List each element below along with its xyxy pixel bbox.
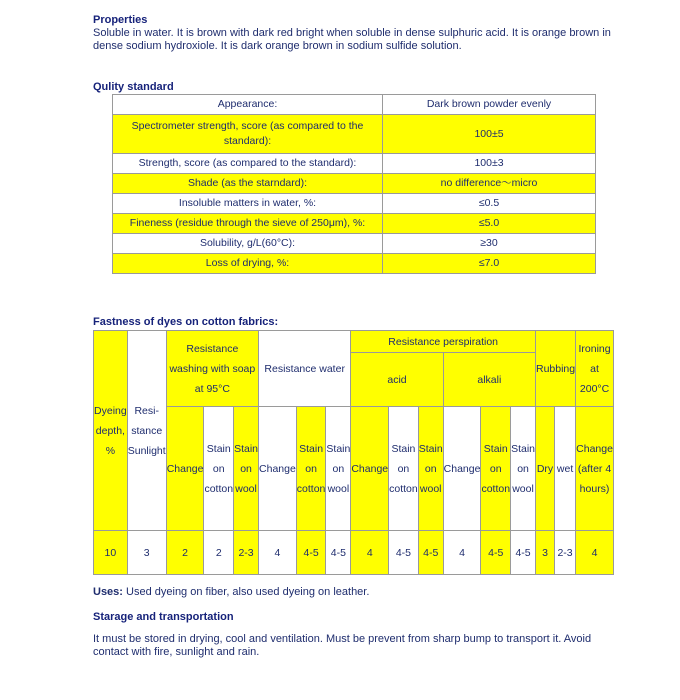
table-row <box>113 115 596 154</box>
quality-value: ≤5.0 <box>383 214 596 234</box>
quality-value: ≥30 <box>383 234 596 254</box>
uses-line <box>93 586 369 599</box>
quality-value: no difference～micro <box>383 174 596 194</box>
header-dry: Dry <box>536 407 555 531</box>
table-row <box>113 154 596 174</box>
table-row <box>113 194 596 214</box>
header-alkali: alkali <box>443 353 535 407</box>
header-stain-cotton: Stain on cotton <box>389 407 419 531</box>
value-cell: 4-5 <box>511 531 536 575</box>
quality-label: Insoluble matters in water, %: <box>113 194 383 214</box>
header-change: Change <box>259 407 297 531</box>
header-acid: acid <box>351 353 443 407</box>
header-stain-cotton: Stain on cotton <box>204 407 234 531</box>
header-stain-wool: Stain on wool <box>418 407 443 531</box>
header-stain-cotton: Stain on cotton <box>481 407 511 531</box>
value-cell: 2 <box>166 531 204 575</box>
uses-label: Uses: <box>93 586 123 598</box>
quality-table <box>112 94 596 274</box>
properties-heading: Properties <box>93 14 148 26</box>
header-washing: Resistance washing with soap at 95°C <box>166 331 258 407</box>
storage-text: It must be stored in drying, cool and ventilation. Must be prevent from sharp bump to transport it. Avoid contact with fire, sunlight and rain. <box>93 633 592 658</box>
quality-label: Strength, score (as compared to the standard): <box>113 154 383 174</box>
quality-label: Appearance: <box>113 95 383 115</box>
table-row <box>113 95 596 115</box>
quality-value: ≤0.5 <box>383 194 596 214</box>
quality-value: 100±3 <box>383 154 596 174</box>
value-cell: 4-5 <box>481 531 511 575</box>
value-cell: 4 <box>259 531 297 575</box>
table-row <box>113 174 596 194</box>
value-cell: 2 <box>204 531 234 575</box>
value-cell: 4-5 <box>326 531 351 575</box>
value-cell: 3 <box>127 531 166 575</box>
table-row <box>94 531 614 575</box>
header-stain-wool: Stain on wool <box>326 407 351 531</box>
value-cell: 2-3 <box>234 531 259 575</box>
header-change: Change <box>166 407 204 531</box>
header-stain-wool: Stain on wool <box>511 407 536 531</box>
properties-text: Soluble in water. It is brown with dark red bright when soluble in dense sulphuric acid. It is orange brown in dense sodium hydroxiole. It is dark orange brown in sodium sulfide solution. <box>93 27 611 52</box>
quality-label: Loss of drying, %: <box>113 254 383 274</box>
header-change: Change <box>351 407 389 531</box>
table-row <box>113 214 596 234</box>
header-stain-cotton: Stain on cotton <box>296 407 326 531</box>
value-cell: 4-5 <box>418 531 443 575</box>
quality-label: Solubility, g/L(60°C): <box>113 234 383 254</box>
uses-text: Used dyeing on fiber, also used dyeing on leather. <box>122 586 370 598</box>
header-wet: wet <box>555 407 576 531</box>
header-stain-wool: Stain on wool <box>234 407 259 531</box>
table-row <box>113 234 596 254</box>
quality-label: Fineness (residue through the sieve of 250μm), %: <box>113 214 383 234</box>
header-change-after: Change (after 4 hours) <box>576 407 614 531</box>
value-cell: 4-5 <box>389 531 419 575</box>
header-perspiration: Resistance perspiration <box>351 331 536 353</box>
table-row <box>113 254 596 274</box>
header-sunlight: Resi-stance Sunlight <box>127 331 166 531</box>
header-water: Resistance water <box>259 331 351 407</box>
quality-value: 100±5 <box>383 115 596 154</box>
quality-value: ≤7.0 <box>383 254 596 274</box>
quality-label: Shade (as the starndard): <box>113 174 383 194</box>
storage-heading: Starage and transportation <box>93 611 234 623</box>
header-ironing: Ironing at 200°C <box>576 331 614 407</box>
fastness-table <box>93 330 614 575</box>
quality-value: Dark brown powder evenly <box>383 95 596 115</box>
value-cell: 4 <box>351 531 389 575</box>
header-rubbing: Rubbing <box>536 331 576 407</box>
value-cell: 10 <box>94 531 128 575</box>
value-cell: 4 <box>443 531 481 575</box>
value-cell: 4 <box>576 531 614 575</box>
value-cell: 4-5 <box>296 531 326 575</box>
value-cell: 2-3 <box>555 531 576 575</box>
fastness-heading: Fastness of dyes on cotton fabrics: <box>93 316 279 328</box>
quality-label: Spectrometer strength, score (as compared to the standard): <box>113 115 383 154</box>
header-dyeing-depth: Dyeing depth, % <box>94 331 128 531</box>
value-cell: 3 <box>536 531 555 575</box>
quality-heading: Qulity standard <box>93 81 174 93</box>
header-change: Change <box>443 407 481 531</box>
